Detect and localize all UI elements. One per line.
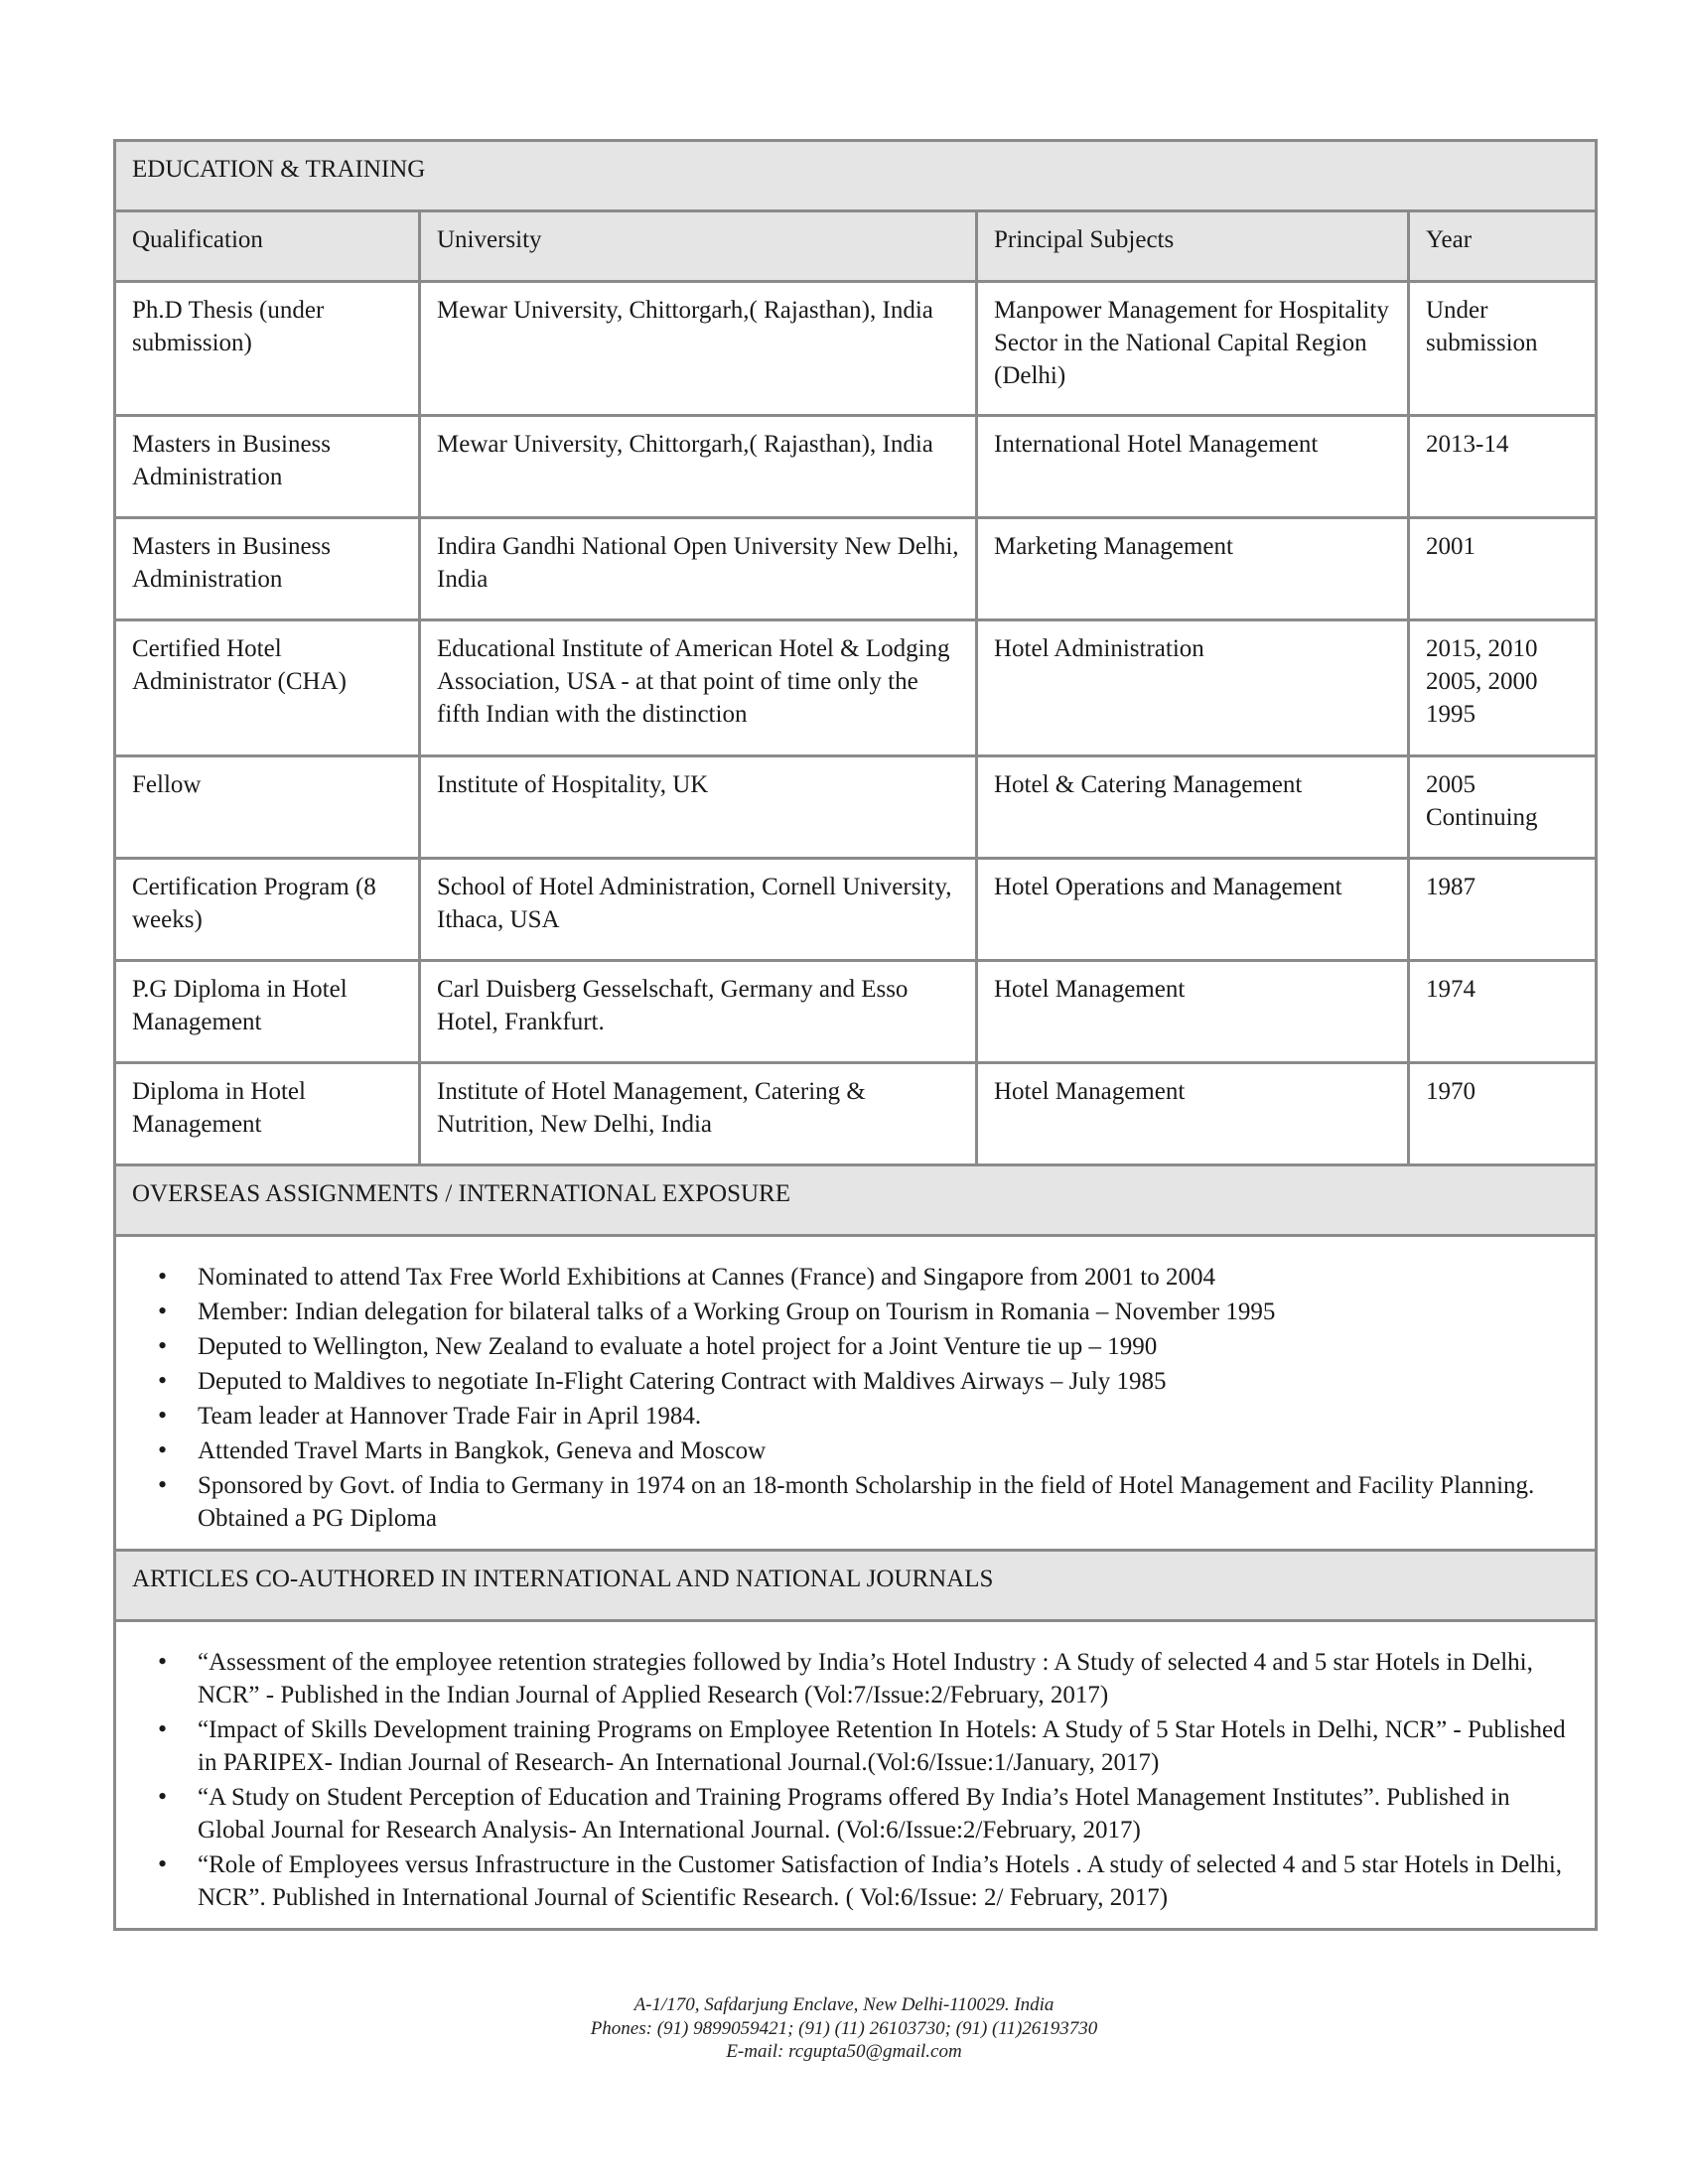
year-cell: 1974: [1409, 961, 1597, 1063]
column-header-university: University: [420, 211, 977, 282]
table-row: [115, 416, 1597, 518]
articles-list: [132, 1644, 1579, 1914]
list-item: • Sponsored by Govt. of India to Germany in 1974 on an 18-month Scholarship in the field of Hotel Management and Facility Planning. Obtained a PG Diploma: [198, 1467, 1579, 1535]
column-header-qualification: Qualification: [115, 211, 420, 282]
subjects-cell: Hotel Management: [977, 961, 1409, 1063]
education-column-headers: [115, 211, 1597, 282]
qualification-cell: Masters in Business Administration: [115, 518, 420, 620]
university-cell: Mewar University, Chittorgarh,( Rajasthan), India: [420, 282, 977, 416]
list-item: • Nominated to attend Tax Free World Exhibitions at Cannes (France) and Singapore from 2001 to 2004: [198, 1259, 1579, 1294]
footer-address: A-1/170, Safdarjung Enclave, New Delhi-110029. India: [633, 1994, 1055, 2015]
year-cell: 2001: [1409, 518, 1597, 620]
resume-table: [113, 139, 1598, 1931]
subjects-cell: Hotel & Catering Management: [977, 756, 1409, 859]
footer-email: E-mail: rcgupta50@gmail.com: [726, 2041, 962, 2062]
overseas-list: [132, 1259, 1579, 1535]
column-header-year: Year: [1409, 211, 1597, 282]
table-row: [115, 1063, 1597, 1165]
list-item: • Team leader at Hannover Trade Fair in April 1984.: [198, 1398, 1579, 1433]
university-cell: Institute of Hotel Management, Catering & Nutrition, New Delhi, India: [420, 1063, 977, 1165]
table-row: [115, 756, 1597, 859]
university-cell: Indira Gandhi National Open University New Delhi, India: [420, 518, 977, 620]
qualification-cell: Fellow: [115, 756, 420, 859]
university-cell: Institute of Hospitality, UK: [420, 756, 977, 859]
table-row: [115, 518, 1597, 620]
year-cell: 2013-14: [1409, 416, 1597, 518]
list-item: • “Impact of Skills Development training Programs on Employee Retention In Hotels: A Study of 5 Star Hotels in Delhi, NCR” - Published in PARIPEX- Indian Journal of Research- An International Journal.(Vol:6/Issue:1/January, 2017): [198, 1711, 1579, 1779]
list-item: • Member: Indian delegation for bilateral talks of a Working Group on Tourism in Romania – November 1995: [198, 1294, 1579, 1328]
table-row: [115, 961, 1597, 1063]
table-row: [115, 620, 1597, 756]
section-title: OVERSEAS ASSIGNMENTS / INTERNATIONAL EXPOSURE: [115, 1165, 1597, 1236]
table-row: [115, 282, 1597, 416]
list-item: • Attended Travel Marts in Bangkok, Geneva and Moscow: [198, 1433, 1579, 1467]
subjects-cell: Marketing Management: [977, 518, 1409, 620]
overseas-section-header: [115, 1165, 1597, 1236]
year-cell: 1987: [1409, 859, 1597, 961]
list-item: • “Role of Employees versus Infrastructure in the Customer Satisfaction of India’s Hotels . A study of selected 4 and 5 star Hotels in Delhi, NCR”. Published in International Journal of Scientific Research. ( Vol:6/Issue: 2/ February, 2017): [198, 1846, 1579, 1914]
university-cell: Educational Institute of American Hotel & Lodging Association, USA - at that point of time only the fifth Indian with the distinction: [420, 620, 977, 756]
university-cell: Carl Duisberg Gesselschaft, Germany and Esso Hotel, Frankfurt.: [420, 961, 977, 1063]
section-title: ARTICLES CO-AUTHORED IN INTERNATIONAL AND NATIONAL JOURNALS: [115, 1551, 1597, 1621]
qualification-cell: Ph.D Thesis (under submission): [115, 282, 420, 416]
year-cell: 2005 Continuing: [1409, 756, 1597, 859]
university-cell: Mewar University, Chittorgarh,( Rajasthan), India: [420, 416, 977, 518]
subjects-cell: Hotel Operations and Management: [977, 859, 1409, 961]
year-cell: Under submission: [1409, 282, 1597, 416]
education-section-header: [115, 141, 1597, 211]
overseas-section-body: [115, 1236, 1597, 1551]
university-cell: School of Hotel Administration, Cornell University, Ithaca, USA: [420, 859, 977, 961]
footer-phones: Phones: (91) 9899059421; (91) (11) 26103730; (91) (11)26193730: [590, 2017, 1098, 2039]
section-title: EDUCATION & TRAINING: [115, 141, 1597, 211]
contact-footer: [0, 1993, 1688, 2064]
list-item: • Deputed to Wellington, New Zealand to evaluate a hotel project for a Joint Venture tie up – 1990: [198, 1328, 1579, 1363]
table-row: [115, 859, 1597, 961]
qualification-cell: Masters in Business Administration: [115, 416, 420, 518]
qualification-cell: P.G Diploma in Hotel Management: [115, 961, 420, 1063]
qualification-cell: Certification Program (8 weeks): [115, 859, 420, 961]
year-cell: 1970: [1409, 1063, 1597, 1165]
subjects-cell: Hotel Administration: [977, 620, 1409, 756]
resume-page: [113, 139, 1595, 1931]
subjects-cell: Hotel Management: [977, 1063, 1409, 1165]
list-item: • “Assessment of the employee retention strategies followed by India’s Hotel Industry : A Study of selected 4 and 5 star Hotels in Delhi, NCR” - Published in the Indian Journal of Applied Research (Vol:7/Issue:2/February, 2017): [198, 1644, 1579, 1711]
qualification-cell: Certified Hotel Administrator (CHA): [115, 620, 420, 756]
list-item: • “A Study on Student Perception of Education and Training Programs offered By India’s Hotel Management Institutes”. Published in Global Journal for Research Analysis- An International Journal. (Vol:6/Issue:2/February, 2017): [198, 1779, 1579, 1846]
articles-section-body: [115, 1621, 1597, 1930]
column-header-subjects: Principal Subjects: [977, 211, 1409, 282]
list-item: • Deputed to Maldives to negotiate In-Flight Catering Contract with Maldives Airways – July 1985: [198, 1363, 1579, 1398]
year-cell: 2015, 2010 2005, 2000 1995: [1409, 620, 1597, 756]
qualification-cell: Diploma in Hotel Management: [115, 1063, 420, 1165]
articles-section-header: [115, 1551, 1597, 1621]
subjects-cell: International Hotel Management: [977, 416, 1409, 518]
subjects-cell: Manpower Management for Hospitality Sector in the National Capital Region (Delhi): [977, 282, 1409, 416]
